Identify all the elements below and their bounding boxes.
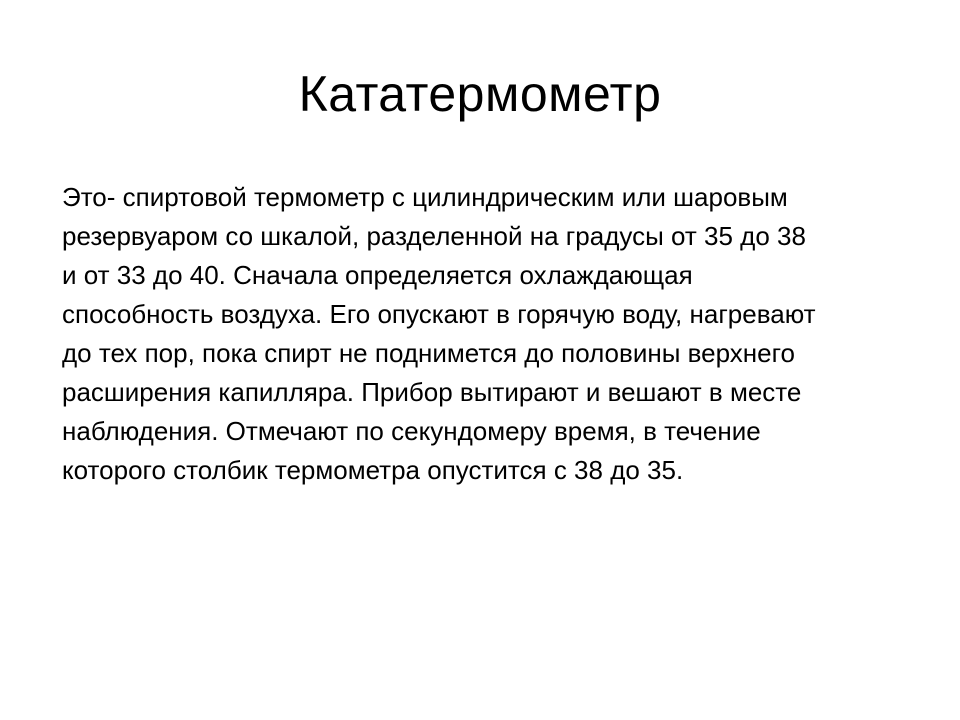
slide-body-text: [62, 178, 922, 490]
body-line: расширения капилляра. Прибор вытирают и вешают в месте: [62, 377, 802, 407]
body-line: Это- спиртовой термометр с цилиндрическим или шаровым: [62, 182, 788, 212]
body-line: резервуаром со шкалой, разделенной на градусы от 35 до 38: [62, 221, 806, 251]
body-line: и от 33 до 40. Сначала определяется охлаждающая: [62, 260, 693, 290]
body-line: до тех пор, пока спирт не поднимется до половины верхнего: [62, 338, 795, 368]
body-line: которого столбик термометра опустится с 38 до 35.: [62, 455, 684, 485]
slide-title: Кататермометр: [298, 66, 662, 122]
body-line: способность воздуха. Его опускают в горячую воду, нагревают: [62, 299, 816, 329]
body-line: наблюдения. Отмечают по секундомеру время, в течение: [62, 416, 761, 446]
